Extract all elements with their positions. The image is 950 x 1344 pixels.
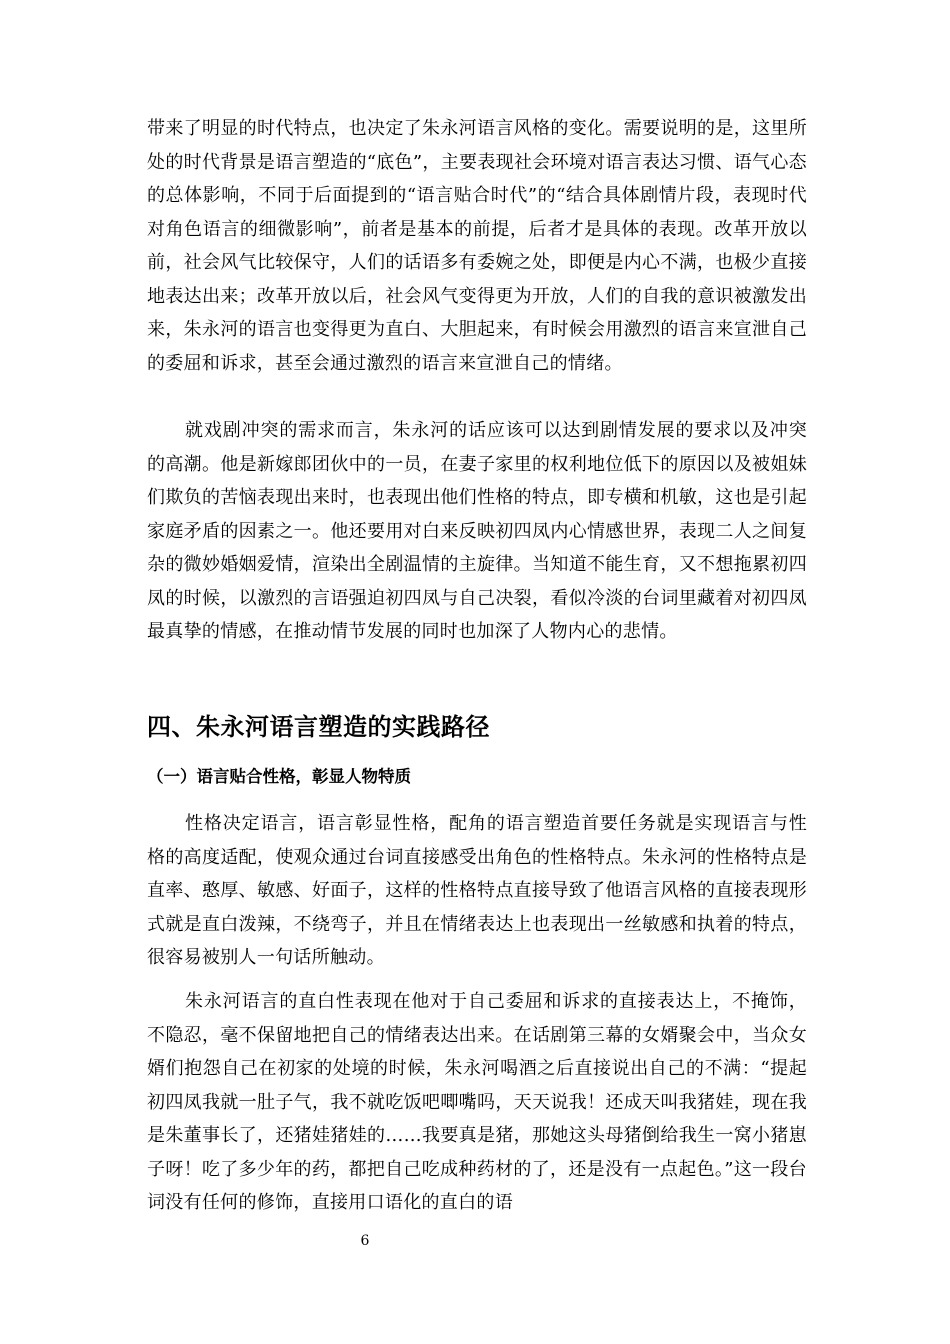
body-paragraph-3: 性格决定语言，语言彰显性格，配角的语言塑造首要任务就是实现语言与性格的高度适配，使观众通过台词直接感受出角色的性格特点。朱永河的性格特点是直率、憨厚、敏感、好面子，这样的性格特点直接导致了他语言风格的直接表现形式就是直白泼辣，不绕弯子，并且在情绪表达上也表现出一丝敏感和执着的特点，很容易被别人一句话所触动。	[147, 813, 807, 968]
drama-conflict-section	[147, 414, 807, 649]
section-heading-block	[147, 712, 807, 742]
body-paragraph-1: 带来了明显的时代特点，也决定了朱永河语言风格的变化。需要说明的是，这里所处的时代背景是语言塑造的“底色”，主要表现社会环境对语言表达习惯、语气心态的总体影响，不同于后面提到的“语言贴合时代”的“结合具体剧情片段，表现时代对角色语言的细微影响”，前者是基本的前提，后者才是具体的表现。改革开放以前，社会风气比较保守，人们的话语多有委婉之处，即便是内心不满，也极少直接地表达出来；改革开放以后，社会风气变得更为开放，人们的自我的意识被激发出来，朱永河的语言也变得更为直白、大胆起来，有时候会用激烈的语言来宣泄自己的委屈和诉求，甚至会通过激烈的语言来宣泄自己的情绪。	[147, 118, 807, 374]
page-number: 6	[360, 1233, 370, 1249]
directness-section	[147, 985, 807, 1220]
subsection-heading: （一）语言贴合性格，彰显人物特质	[147, 767, 411, 786]
body-paragraph-2: 就戏剧冲突的需求而言，朱永河的话应该可以达到剧情发展的要求以及冲突的高潮。他是新嫁郎团伙中的一员，在妻子家里的权利地位低下的原因以及被姐妹们欺负的苦恼表现出来时，也表现出他们性格的特点，即专横和机敏，这也是引起家庭矛盾的因素之一。他还要用对白来反映初四凤内心情感世界，表现二人之间复杂的微妙婚姻爱情，渲染出全剧温情的主旋律。当知道不能生育，又不想拖累初四凤的时候，以激烈的言语强迫初四凤与自己决裂，看似冷淡的台词里藏着对初四凤最真挚的情感，在推动情节发展的同时也加深了人物内心的悲情。	[147, 420, 807, 642]
subsection-heading-block	[147, 765, 807, 789]
personality-section	[147, 807, 807, 975]
intro-section	[147, 112, 807, 380]
section-heading: 四、朱永河语言塑造的实践路径	[147, 713, 490, 741]
body-paragraph-4: 朱永河语言的直白性表现在他对于自己委屈和诉求的直接表达上，不掩饰，不隐忍，毫不保留地把自己的情绪表达出来。在话剧第三幕的女婿聚会中，当众女婿们抱怨自己在初家的处境的时候，朱永河喝酒之后直接说出自己的不满：“提起初四凤我就一肚子气，我不就吃饭吧唧嘴吗，天天说我！还成天叫我猪娃，现在我是朱董事长了，还猪娃猪娃的……我要真是猪，那她这头母猪倒给我生一窝小猪崽子呀！吃了多少年的药，都把自己吃成种药材的了，还是没有一点起色。”这一段台词没有任何的修饰，直接用口语化的直白的语	[147, 991, 807, 1213]
